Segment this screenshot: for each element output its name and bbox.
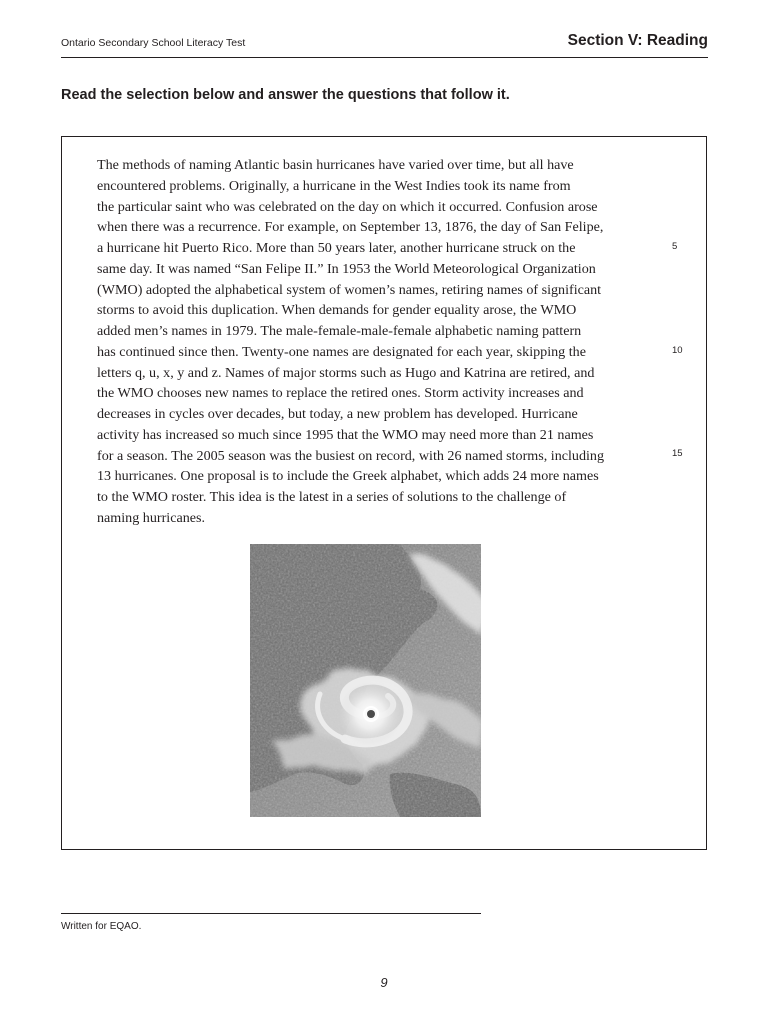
passage-line: has continued since then. Twenty-one names are designated for each year, skipping the — [97, 343, 586, 360]
passage-line: a hurricane hit Puerto Rico. More than 50 years later, another hurricane struck on the — [97, 240, 576, 256]
hurricane-satellite-image — [250, 544, 481, 817]
passage-line: when there was a recurrence. For example, on September 13, 1876, the day of San Felipe, — [97, 219, 604, 236]
section-title: Section V: Reading — [567, 32, 708, 49]
passage-line: activity has increased so much since 1995 that the WMO may need more than 21 names — [97, 426, 594, 443]
passage-line: The methods of naming Atlantic basin hurricanes have varied over time, but all have — [97, 157, 574, 173]
passage-line: the particular saint who was celebrated on the day on which it occurred. Confusion arose — [97, 198, 598, 215]
footnote-divider — [61, 913, 481, 914]
passage-line: same day. It was named “San Felipe II.” In 1953 the World Meteorological Organization — [97, 260, 596, 277]
line-number: 10 — [672, 345, 683, 356]
passage-line: the WMO chooses new names to replace the retired ones. Storm activity increases and — [97, 385, 584, 402]
passage-line: decreases in cycles over decades, but today, a new problem has developed. Hurricane — [97, 406, 578, 422]
passage-line: 13 hurricanes. One proposal is to include the Greek alphabet, which adds 24 more names — [97, 468, 599, 485]
test-name: Ontario Secondary School Literacy Test — [61, 37, 246, 49]
passage-line: for a season. The 2005 season was the busiest on record, with 26 named storms, including — [97, 447, 605, 464]
passage-text — [97, 155, 604, 529]
line-number: 5 — [672, 241, 678, 252]
line-number: 15 — [672, 448, 683, 459]
passage-line: letters q, u, x, y and z. Names of major storms such as Hugo and Katrina are retired, and — [97, 364, 595, 381]
passage-line: (WMO) adopted the alphabetical system of women’s names, retiring names of significant — [97, 281, 602, 298]
passage-line: to the WMO roster. This idea is the latest in a series of solutions to the challenge of — [97, 489, 567, 505]
reading-instruction: Read the selection below and answer the questions that follow it. — [61, 87, 510, 103]
passage-line: storms to avoid this duplication. When demands for gender equality arose, the WMO — [97, 302, 577, 319]
passage-line: naming hurricanes. — [97, 509, 206, 526]
page-number: 9 — [380, 975, 388, 990]
header-divider — [61, 57, 708, 58]
source-footnote: Written for EQAO. — [61, 921, 142, 932]
passage-line: added men’s names in 1979. The male-female-male-female alphabetic naming pattern — [97, 323, 582, 339]
passage-line: encountered problems. Originally, a hurricane in the West Indies took its name from — [97, 177, 571, 194]
